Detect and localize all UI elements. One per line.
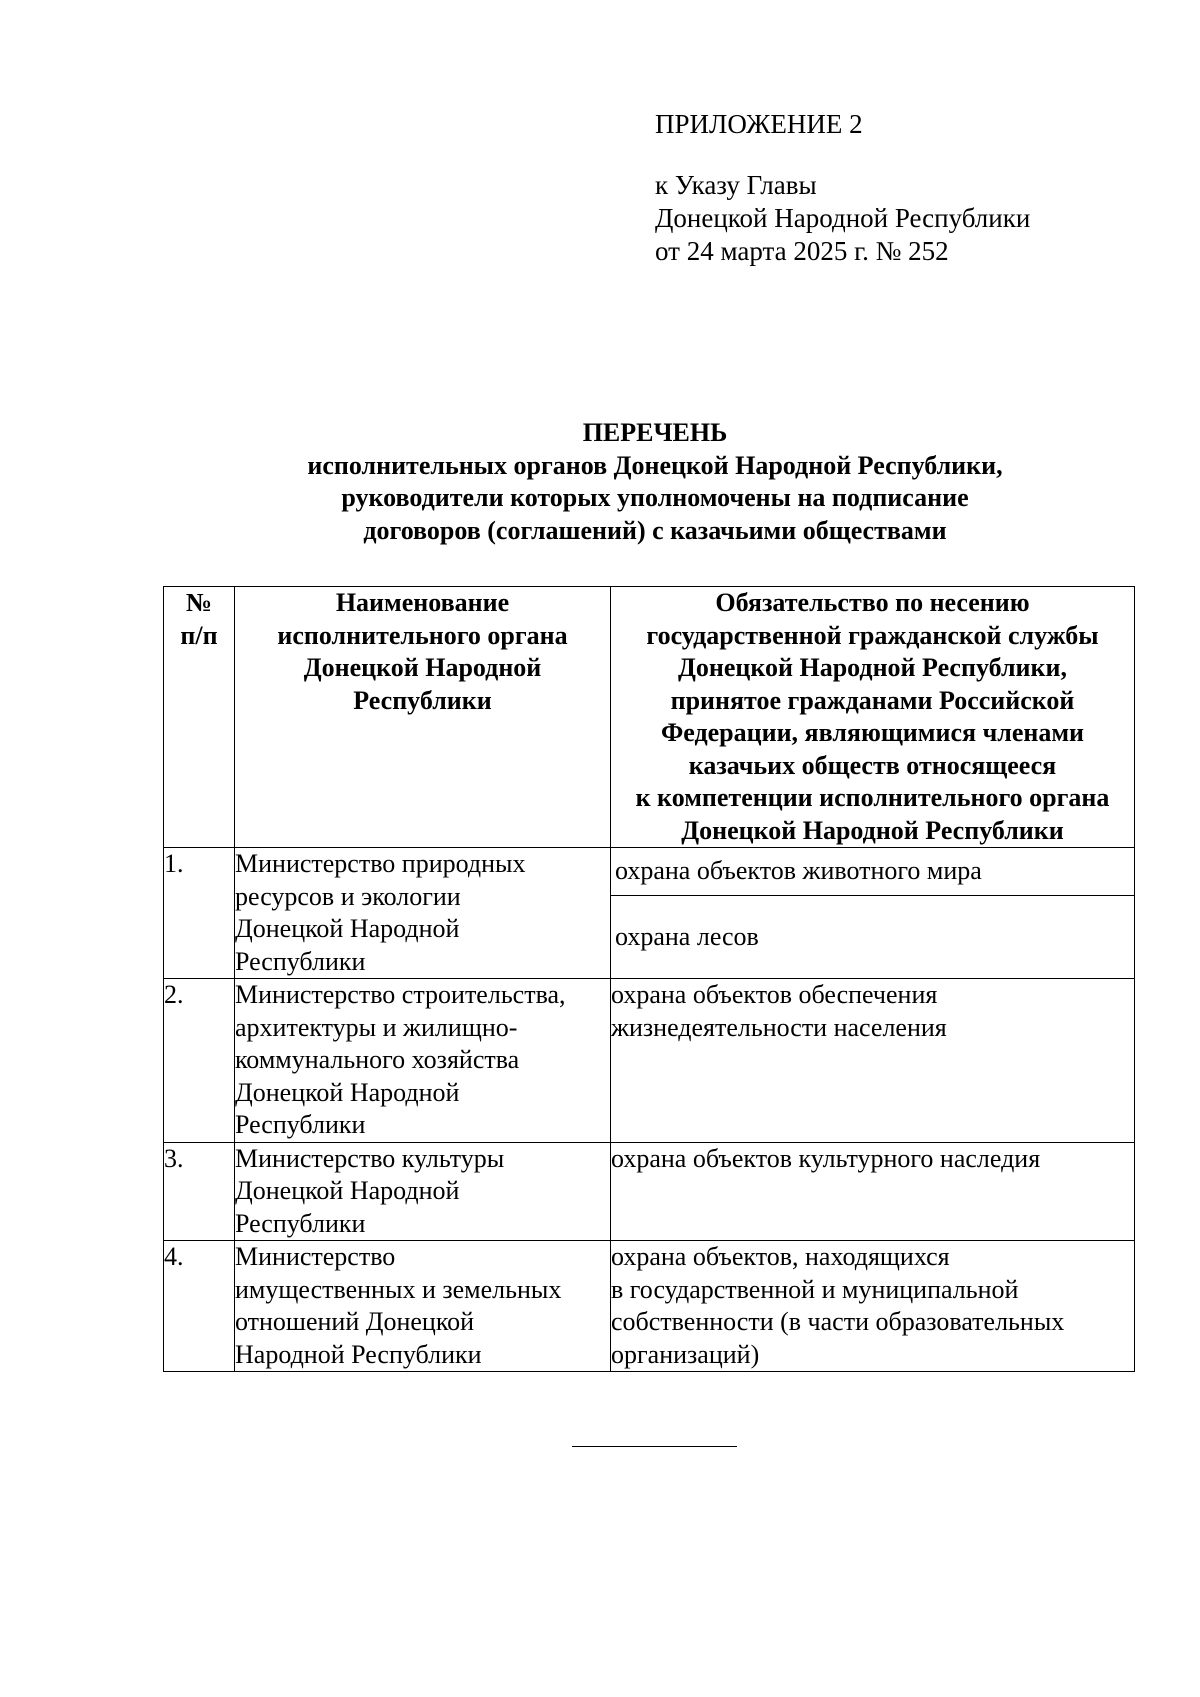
duty-cell: охрана объектов, находящихся в государственной и муниципальной собственности (в части образовательных организаций): [611, 1241, 1135, 1372]
agency-name: Министерство культуры Донецкой Народной Республики: [235, 1142, 611, 1241]
row-number: 2.: [164, 979, 235, 1143]
document-title: [160, 417, 1150, 547]
agency-name: Министерство имущественных и земельных отношений Донецкой Народной Республики: [235, 1241, 611, 1372]
duty-item: охрана объектов животного мира: [615, 856, 982, 886]
appendix-line: к Указу Главы: [655, 170, 817, 200]
agency-name: Министерство природных ресурсов и экологии Донецкой Народной Республики: [235, 848, 611, 979]
duty-cell: охрана объектов обеспечения жизнедеятельности населения: [611, 979, 1135, 1143]
header-duty: Обязательство по несению государственной гражданской службы Донецкой Народной Республики, принятое гражданами Российской Федерации, являющимися членами казачьих обществ относящееся к компетенции исполнительного органа Донецкой Народной Республики: [611, 587, 1135, 848]
table-row: [164, 1241, 1135, 1372]
header-number: № п/п: [164, 587, 235, 848]
title-main: ПЕРЕЧЕНЬ: [582, 418, 728, 447]
row-number: 1.: [164, 848, 235, 979]
table-row: [164, 1142, 1135, 1241]
row-number: 3.: [164, 1142, 235, 1241]
table-header-row: [164, 587, 1135, 848]
duty-cell: охрана объектов культурного наследия: [611, 1142, 1135, 1241]
duty-item: охрана лесов: [611, 895, 1134, 978]
agencies-table: [163, 586, 1135, 1372]
title-line: исполнительных органов Донецкой Народной Республики,: [307, 450, 1003, 480]
row-number: 4.: [164, 1241, 235, 1372]
title-line: договоров (соглашений) с казачьими обществами: [363, 515, 947, 545]
appendix-line: от 24 марта 2025 г. № 252: [655, 236, 949, 266]
duty-cell: [611, 848, 1135, 979]
title-line: руководители которых уполномочены на подписание: [341, 483, 969, 512]
duty-split: [611, 848, 1134, 978]
appendix-line: Донецкой Народной Республики: [655, 203, 1031, 233]
footer-divider: [572, 1446, 737, 1447]
agency-name: Министерство строительства, архитектуры и жилищно- коммунального хозяйства Донецкой Народной Республики: [235, 979, 611, 1143]
appendix-block: [655, 108, 1030, 268]
table-row: [164, 848, 1135, 979]
table-row: [164, 979, 1135, 1143]
header-agency-name: Наименование исполнительного органа Донецкой Народной Республики: [235, 587, 611, 848]
appendix-heading: ПРИЛОЖЕНИЕ 2: [655, 109, 863, 139]
